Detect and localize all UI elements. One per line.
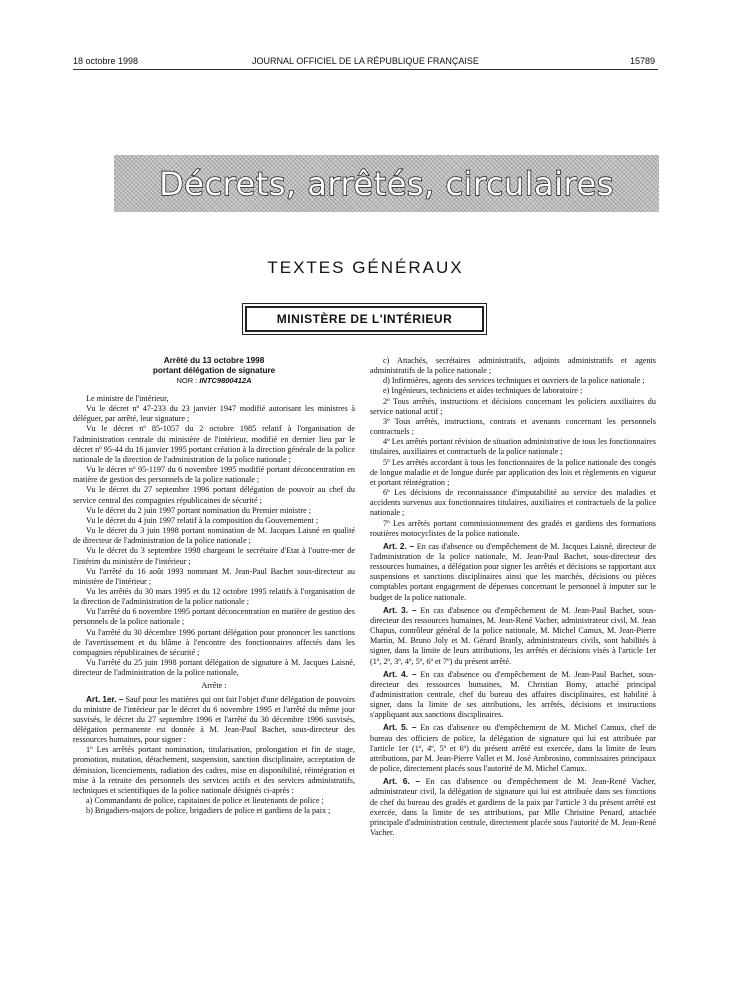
arrete-subtitle: portant délégation de signature <box>152 366 276 375</box>
visa-paragraph: Vu l'arrêté du 16 août 1993 nommant M. Jean-Paul Bachet sous-directeur au ministère de l'intérieur ; <box>73 566 355 586</box>
visa-paragraph: Le ministre de l'intérieur, <box>86 394 169 403</box>
banner-title: Décrets, arrêtés, circulaires <box>159 165 614 203</box>
page-number: 15789 <box>630 56 656 66</box>
list-item: b) Brigadiers-majors de police, brigadiers de police et gardiens de la paix ; <box>86 806 331 816</box>
visa-paragraph: Vu l'arrêté du 25 juin 1998 portant délégation de signature à M. Jacques Laisné, directeur de l'administration de la police nationale, <box>73 658 355 678</box>
visa-paragraph: Vu le décret nº 85-1057 du 2 octobre 1985 relatif à l'organisation de l'administration centrale du ministère de l'intérieur, modifié en dernier lieu par le décret nº 95-44 du 16 janvier 1995 portant création à la direction générale de la police nationale de la direction de l'administration de la police nationale ; <box>73 424 355 464</box>
article-label: Art. 4. – <box>383 669 417 679</box>
visa-paragraph: Vu le décret du 2 juin 1997 portant nomination du Premier ministre ; <box>86 505 312 515</box>
header-rule <box>73 69 658 70</box>
article-1-text: Sauf pour les matières qui ont fait l'objet d'une délégation de pouvoirs du ministre de l'intérieur par le décret du 6 novembre 1995 et l'arrêté du même jour susvisés, le décret du 27 septembre 1996 et l'arrêté du 30 décembre 1996 susvisés, délégation permanente est donnée à M. Jean-Paul Bachet, sous-directeur des ressources humaines, pour signer : <box>73 694 355 745</box>
article-4 <box>370 670 656 721</box>
list-item: 3º Tous arrêtés, instructions, contrats et avenants concernant les personnels contractuels ; <box>370 416 656 437</box>
list-item: d) Infirmières, agents des services techniques et ouvriers de la police nationale ; <box>383 376 645 386</box>
journal-title: JOURNAL OFFICIEL DE LA RÉPUBLIQUE FRANÇAISE <box>252 56 479 66</box>
visa-paragraph: Vu les arrêtés du 30 mars 1995 et du 12 octobre 1995 relatifs à l'organisation de la direction de l'administration de la police nationale ; <box>73 586 355 607</box>
ministry-name: MINISTÈRE DE L'INTÉRIEUR <box>276 312 453 326</box>
article-label: Art. 6. – <box>383 777 421 787</box>
arrete-word: Arrête : <box>201 681 227 691</box>
article-1 <box>73 695 355 746</box>
list-item: 1º Les arrêtés portant nomination, titularisation, prolongation et fin de stage, promotion, mutation, détachement, suspension, sanction disciplinaire, acceptation de démission, licenciements, radiation des cadres, mise en disponibilité, réintégration et mise à la retraite des personnels des services actifs et des services administratifs, techniques et scientifiques de la police nationale désignés ci-après : <box>73 745 355 795</box>
article-3 <box>370 606 656 667</box>
list-item: 5º Les arrêtés accordant à tous les fonctionnaires de la police nationale des congés de longue maladie et de longue durée par application des lois et règlements en vigueur et portant réintégration ; <box>370 457 656 487</box>
visa-paragraph: Vu le décret du 27 septembre 1996 portant délégation de pouvoir au chef du service central des compagnies républicaines de sécurité ; <box>73 485 355 505</box>
article-text: En cas d'absence ou d'empêchement de M. Jean-René Vacher, administrateur civil, la délégation de signature qui lui est attribuée dans ses fonctions de chef du bureau des gradés et gardiens de la paix par l'article 3 du présent arrêté est exercée, dans la limite de ses attributions, par Mlle Christine Penard, attachée principale d'administration centrale, directement placée sous l'autorité de M. Jean-René Vacher. <box>370 777 656 838</box>
list-item: 4º Les arrêtés portant révision de situation administrative de tous les fonctionnaires titulaires, auxiliaires et contractuels de la police nationale ; <box>370 437 656 457</box>
visa-paragraph: Vu le décret du 4 juin 1997 relatif à la composition du Gouvernement ; <box>86 515 319 525</box>
article-1-label: Art. 1er. – <box>86 694 124 704</box>
section-title: TEXTES GÉNÉRAUX <box>267 258 464 277</box>
nor-line <box>73 376 355 386</box>
article-label: Art. 5. – <box>383 723 417 733</box>
article-5 <box>370 723 656 774</box>
right-column <box>370 356 656 838</box>
visa-paragraph: Vu le décret nº 95-1197 du 6 novembre 1995 modifié portant déconcentration en matière de gestion des personnels de la police nationale ; <box>73 465 355 485</box>
article-text: En cas d'absence ou d'empêchement de M. Michel Camux, chef de bureau des officiers de police, la délégation de signature qui lui est attribuée par l'article 1er (1º, 4º, 5º et 6º) du présent arrêté est exercée, dans la limite de leurs attributions, par M. Jean-Pierre Vallet et M. José Ambrosino, commissaires principaux de police, directement placés sous l'autorité de M. Michel Camux. <box>370 723 656 774</box>
article-label: Art. 3. – <box>383 605 417 615</box>
list-item: 7º Les arrêtés portant commissionnement des gradés et gardiens des formations routières motocyclistes de la police nationale. <box>370 518 656 538</box>
visa-paragraph: Vu le décret nº 47-233 du 23 janvier 1947 modifié autorisant les ministres à déléguer, par arrêté, leur signature ; <box>73 404 355 424</box>
article-label: Art. 2. – <box>383 541 415 551</box>
ministry-box <box>245 306 484 332</box>
header-date: 18 octobre 1998 <box>73 56 139 66</box>
article-2 <box>370 542 656 603</box>
article-text: En cas d'absence ou d'empêchement de M. Jean-Paul Bachet, sous-directeur des ressources humaines, M. Christian Bomy, attaché principal d'administration centrale, chef du bureau des affaires disciplinaires, est habilité à signer, dans la limite de ses attributions, les arrêtés, décisions et instructions s'appliquant aux sanctions disciplinaires. <box>370 669 657 720</box>
visa-paragraph: Vu l'arrêté du 30 décembre 1996 portant délégation pour prononcer les sanctions de l'avertissement et du blâme à l'encontre des fonctionnaires affectés dans les compagnies républicaines de sécurité ; <box>73 627 355 657</box>
arrete-title: Arrêté du 13 octobre 1998 <box>163 356 265 365</box>
list-item: 6º Les décisions de reconnaissance d'imputabilité au service des maladies et accidents survenus aux fonctionnaires titulaires, auxiliaires et contractuels de la police nationale ; <box>370 488 656 518</box>
section-banner <box>114 155 659 212</box>
visa-paragraph: Vu le décret du 3 juin 1998 portant nomination de M. Jacques Laisné en qualité de directeur de l'administration de la police nationale ; <box>73 526 355 546</box>
list-item: c) Attachés, secrétaires administratifs, adjoints administratifs et agents administratifs de la police nationale ; <box>370 356 656 376</box>
list-item: a) Commandants de police, capitaines de police et lieutenants de police ; <box>86 796 324 806</box>
article-6 <box>370 777 656 838</box>
visa-paragraph: Vu l'arrêté du 6 novembre 1995 portant déconcentration en matière de gestion des personnels de la police nationale ; <box>73 607 355 627</box>
list-item: e) Ingénieurs, techniciens et aides techniques de laboratoire ; <box>383 386 583 396</box>
list-item: 2º Tous arrêtés, instructions et décisions concernant les policiers auxiliaires du service national actif ; <box>370 396 656 416</box>
article-text: En cas d'absence ou d'empêchement de M. Jacques Laisné, directeur de l'administration de la police nationale, M. Jean-Paul Bachet, sous-directeur des ressources humaines, a délégation pour signer les arrêtés et décisions se rapportant aux suspensions et sanctions disciplinaires ainsi que les marchés, décisions ou pièces comptables portant engagement de dépenses concernant le personnel à imputer sur le budget de la police nationale. <box>370 541 656 602</box>
nor-code: INTC9800412A <box>199 376 252 385</box>
nor-label: NOR : <box>176 376 198 385</box>
article-text: En cas d'absence ou d'empêchement de M. Jean-Paul Bachet, sous-directeur des ressources humaines, M. Jean-René Vacher, administrateur civil, M. Jean Chapus, contrôleur général de la police nationale, M. Michel Camux, M. Jean-Pierre Martin, M. Bruno Joly et M. Gérard Branly, administrateurs civils, sont habilités à signer, dans la limite de leurs attributions, les arrêtés et décisions visés à l'article 1er (1º, 2º, 3º, 4º, 5º, 6º et 7º) du présent arrêté. <box>370 605 657 666</box>
left-column <box>73 356 355 816</box>
visa-paragraph: Vu le décret du 3 septembre 1998 chargeant le secrétaire d'Etat à l'outre-mer de l'intérim du ministère de l'intérieur ; <box>73 546 355 566</box>
